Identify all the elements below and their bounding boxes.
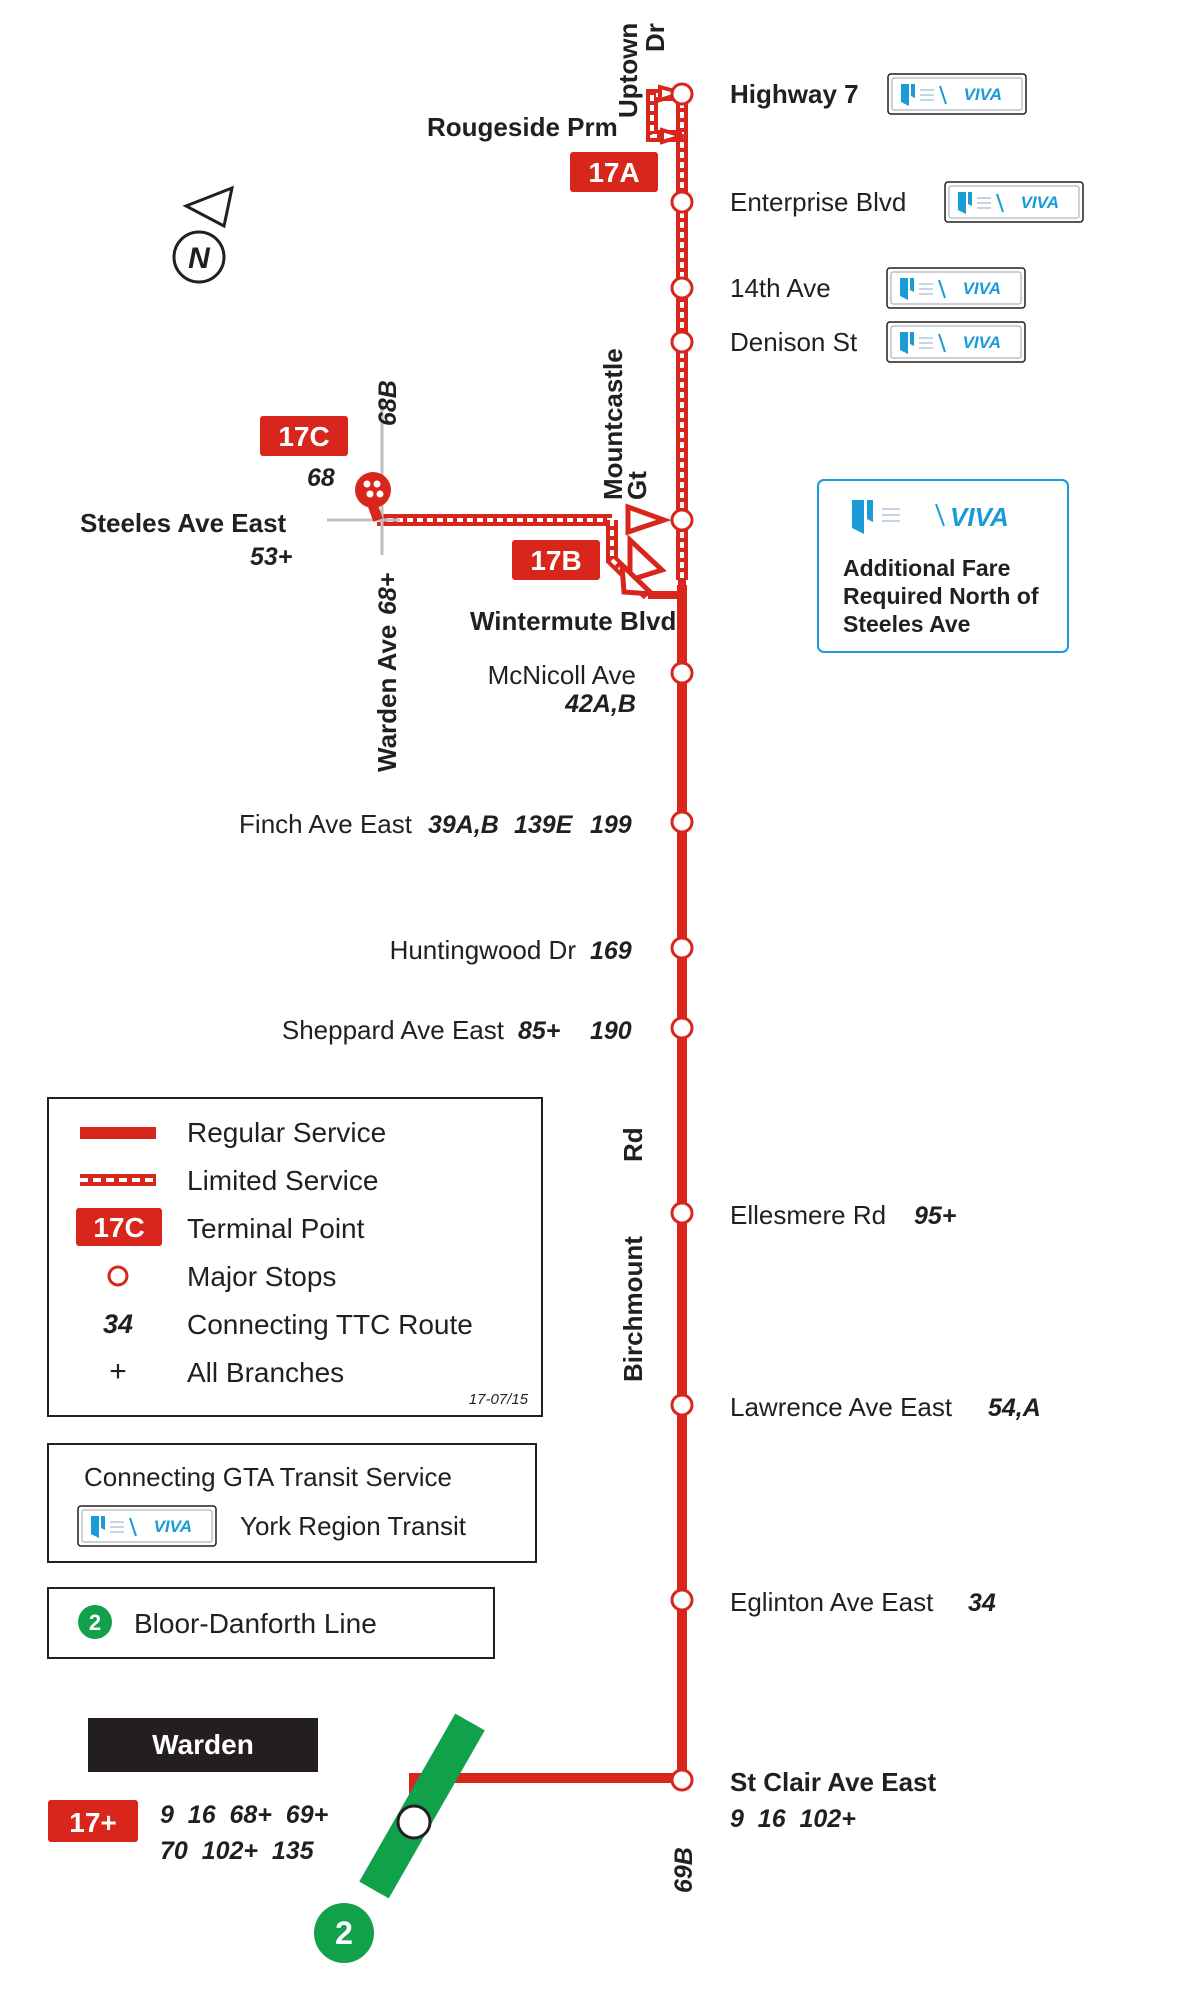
mcnicoll-routes: 42A,B bbox=[565, 690, 636, 718]
sheppard-route-1: 85+ bbox=[518, 1017, 561, 1045]
denison-label: Denison St bbox=[730, 327, 858, 357]
legend-major-stop-icon bbox=[109, 1267, 127, 1285]
birchmount-label: Birchmount bbox=[618, 1236, 648, 1382]
stop-highway-7 bbox=[672, 84, 692, 104]
svg-text:VIVA: VIVA bbox=[950, 502, 1009, 532]
north-arrow bbox=[174, 188, 232, 282]
north-label: N bbox=[188, 242, 210, 275]
svg-text:VIVA: VIVA bbox=[962, 279, 1001, 298]
legend bbox=[48, 1098, 542, 1416]
terminal-17b-badge bbox=[512, 540, 600, 580]
sheppard-label: Sheppard Ave East bbox=[281, 1015, 504, 1045]
wintermute-label: Wintermute Blvd bbox=[470, 606, 677, 636]
svg-text:Connecting TTC Route: Connecting TTC Route bbox=[187, 1309, 473, 1340]
svg-text:Warden: Warden bbox=[152, 1729, 254, 1760]
stop-labels-north bbox=[730, 74, 1083, 362]
stop-lawrence bbox=[672, 1395, 692, 1415]
stop-enterprise bbox=[672, 192, 692, 212]
svg-text:17-07/15: 17-07/15 bbox=[468, 1391, 528, 1408]
terminal-17c-badge bbox=[260, 416, 348, 456]
svg-text:York Region Transit: York Region Transit bbox=[240, 1511, 466, 1541]
svg-text:Required North of: Required North of bbox=[843, 583, 1039, 609]
gta-transit-box bbox=[48, 1444, 536, 1562]
enterprise-label: Enterprise Blvd bbox=[730, 187, 907, 217]
svg-text:VIVA: VIVA bbox=[1020, 193, 1059, 212]
svg-text:Regular Service: Regular Service bbox=[187, 1117, 387, 1148]
svg-text:VIVA: VIVA bbox=[153, 1517, 192, 1536]
viva-logo-highway-7 bbox=[888, 74, 1026, 114]
svg-text:All Branches: All Branches bbox=[187, 1357, 345, 1388]
svg-text:Connecting GTA Transit Service: Connecting GTA Transit Service bbox=[84, 1462, 453, 1492]
stop-finch bbox=[672, 812, 692, 832]
lawrence-routes: 54,A bbox=[988, 1394, 1041, 1422]
warden-routes-line-1: 9 16 68+ 69+ bbox=[160, 1801, 329, 1829]
mountcastle-gt-label: Gt bbox=[622, 471, 652, 500]
eglinton-routes: 34 bbox=[968, 1589, 996, 1617]
steeles-label: Steeles Ave East bbox=[80, 508, 287, 538]
highway-7-label: Highway 7 bbox=[730, 79, 859, 109]
stop-mcnicoll bbox=[672, 663, 692, 683]
warden-ave-label: Warden Ave bbox=[372, 624, 402, 772]
viva-logo-denison bbox=[887, 322, 1025, 362]
svg-text:Bloor-Danforth Line: Bloor-Danforth Line bbox=[134, 1608, 377, 1639]
warden-route-label: 68+ bbox=[374, 572, 402, 615]
eglinton-label: Eglinton Ave East bbox=[730, 1587, 934, 1617]
route-68b-label: 68B bbox=[374, 380, 402, 426]
warden-routes-line-2: 70 102+ 135 bbox=[160, 1837, 314, 1865]
huntingwood-label: Huntingwood Dr bbox=[389, 935, 576, 965]
subway-legend-box bbox=[48, 1588, 494, 1658]
svg-text:Additional Fare: Additional Fare bbox=[843, 555, 1011, 581]
stop-eglinton bbox=[672, 1590, 692, 1610]
uptown-dr-label: Dr bbox=[640, 23, 670, 52]
legend-limited-swatch bbox=[80, 1174, 156, 1186]
viva-logo-legend bbox=[78, 1506, 216, 1546]
stop-huntingwood bbox=[672, 938, 692, 958]
ellesmere-label: Ellesmere Rd bbox=[730, 1200, 887, 1230]
svg-text:+: + bbox=[109, 1355, 127, 1388]
viva-fare-note bbox=[818, 480, 1068, 652]
stop-labels-middle bbox=[239, 660, 636, 1045]
svg-text:Steeles Ave: Steeles Ave bbox=[843, 611, 971, 637]
route-68-label: 68 bbox=[307, 464, 335, 492]
legend-regular-swatch bbox=[80, 1127, 156, 1139]
viva-logo-enterprise bbox=[945, 182, 1083, 222]
huntingwood-routes: 169 bbox=[590, 937, 632, 965]
stop-st-clair bbox=[672, 1770, 692, 1790]
stop-sheppard bbox=[672, 1018, 692, 1038]
stop-labels-south bbox=[730, 1200, 1041, 1833]
mountcastle-label: Mountcastle bbox=[598, 348, 628, 500]
svg-text:34: 34 bbox=[102, 1309, 134, 1339]
terminal-loop-17c bbox=[355, 472, 391, 520]
warden-station-block bbox=[88, 1718, 329, 1865]
14th-ave-label: 14th Ave bbox=[730, 273, 831, 303]
ellesmere-routes: 95+ bbox=[914, 1202, 957, 1230]
finch-route-2: 139E bbox=[514, 811, 573, 839]
svg-text:Terminal Point: Terminal Point bbox=[187, 1213, 365, 1244]
route-69b-label: 69B bbox=[670, 1847, 698, 1893]
rougeside-label: Rougeside Prm bbox=[427, 112, 618, 142]
north-arrow-icon bbox=[186, 188, 232, 226]
finch-route-1: 39A,B bbox=[428, 811, 499, 839]
lawrence-label: Lawrence Ave East bbox=[730, 1392, 953, 1422]
stop-denison bbox=[672, 332, 692, 352]
warden-station-marker bbox=[398, 1806, 430, 1838]
svg-text:17C: 17C bbox=[278, 421, 330, 452]
uptown-label: Uptown bbox=[613, 22, 643, 118]
bloor-danforth-subway-segment bbox=[314, 1722, 470, 1963]
viva-logo-14th bbox=[887, 268, 1025, 308]
svg-text:Major Stops: Major Stops bbox=[187, 1261, 337, 1292]
stop-ellesmere bbox=[672, 1203, 692, 1223]
birchmount-rd-label: Rd bbox=[618, 1127, 648, 1162]
svg-text:17+: 17+ bbox=[69, 1807, 117, 1838]
svg-text:2: 2 bbox=[88, 1610, 102, 1635]
st-clair-routes: 9 16 102+ bbox=[730, 1805, 856, 1833]
stop-14th bbox=[672, 278, 692, 298]
svg-text:17A: 17A bbox=[588, 157, 640, 188]
stop-steeles bbox=[672, 510, 692, 530]
finch-label: Finch Ave East bbox=[239, 809, 412, 839]
svg-text:VIVA: VIVA bbox=[963, 85, 1002, 104]
st-clair-label: St Clair Ave East bbox=[730, 1767, 937, 1797]
mcnicoll-label: McNicoll Ave bbox=[487, 660, 636, 690]
svg-text:17C: 17C bbox=[93, 1212, 145, 1243]
terminal-17a-badge bbox=[570, 152, 658, 192]
terminal-17-all-badge bbox=[48, 1800, 138, 1842]
svg-text:2: 2 bbox=[335, 1915, 353, 1951]
sheppard-route-2: 190 bbox=[590, 1017, 632, 1045]
svg-text:Limited Service: Limited Service bbox=[187, 1165, 379, 1196]
svg-text:VIVA: VIVA bbox=[962, 333, 1001, 352]
svg-text:17B: 17B bbox=[530, 545, 582, 576]
route-53-label: 53+ bbox=[250, 543, 293, 571]
finch-route-3: 199 bbox=[590, 811, 632, 839]
